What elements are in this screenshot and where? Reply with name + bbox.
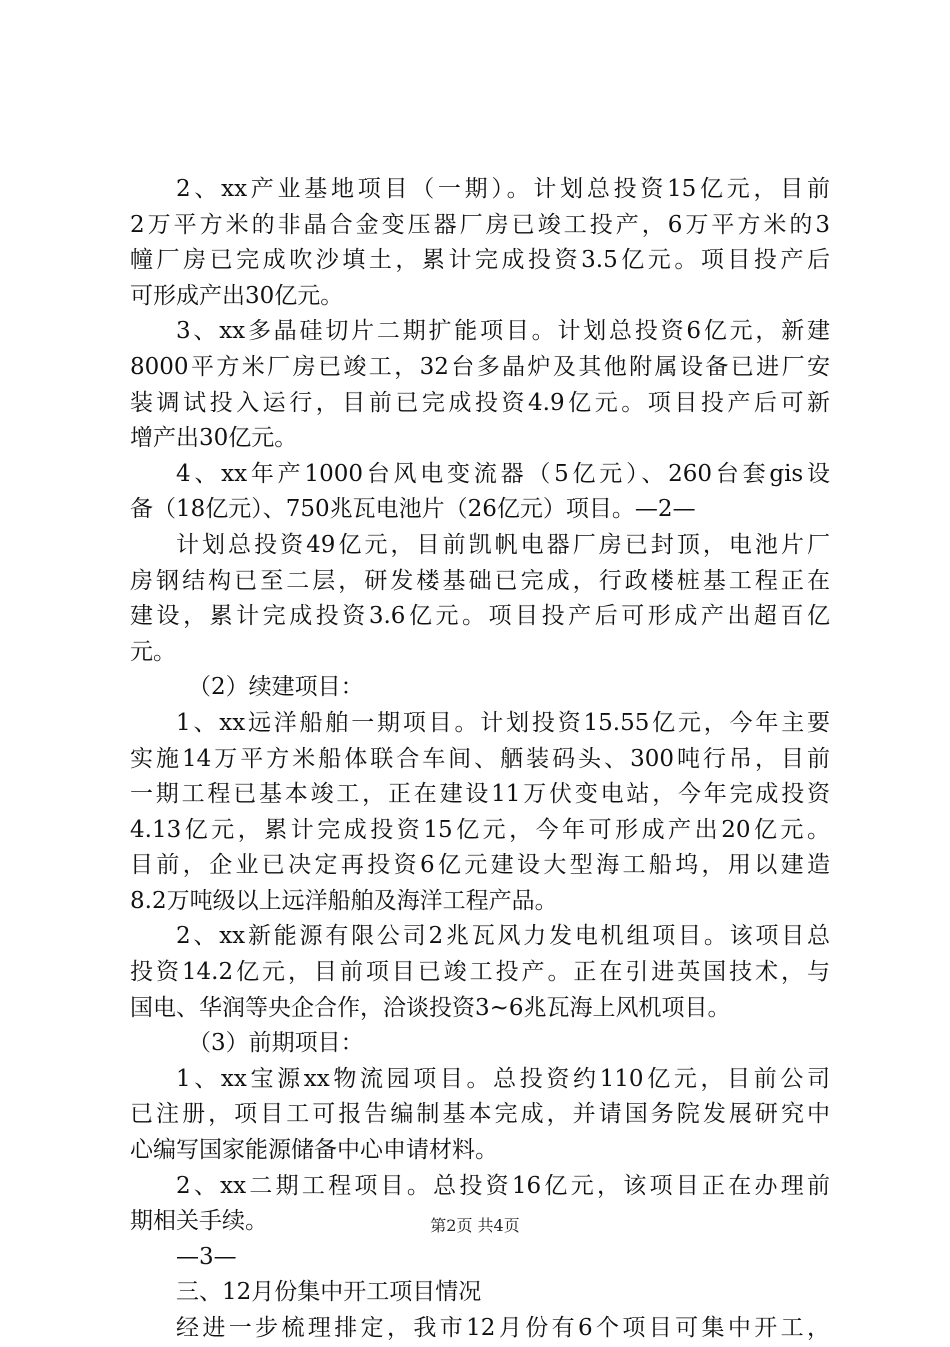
text-line: 2万平方米的非晶合金变压器厂房已竣工投产，6万平方米的3 xyxy=(130,211,830,238)
section-heading: （2）续建项目： xyxy=(188,674,364,701)
text-line: 计划总投资49亿元，目前凯帆电器厂房已封顶，电池片厂 xyxy=(176,531,830,558)
text-line: 国电、华润等央企合作，洽谈投资3~6兆瓦海上风机项目。 xyxy=(130,994,731,1021)
text-line: 投资14.2亿元，目前项目已竣工投产。正在引进英国技术，与 xyxy=(130,959,830,986)
text-line: 建设，累计完成投资3.6亿元。项目投产后可形成产出超百亿 xyxy=(130,603,830,630)
page-footer: 第2页 共4页 xyxy=(430,1216,520,1235)
document-body xyxy=(130,172,830,1347)
text-line: 3、xx多晶硅切片二期扩能项目。计划总投资6亿元，新建 xyxy=(176,318,830,345)
text-line: 房钢结构已至二层，研发楼基础已完成，行政楼桩基工程正在 xyxy=(130,567,830,594)
section-heading: 三、12月份集中开工项目情况 xyxy=(176,1279,482,1306)
text-line: 增产出30亿元。 xyxy=(130,425,298,452)
text-line: 4、xx年产1000台风电变流器（5亿元）、260台套gis设 xyxy=(176,460,830,487)
text-line: 经进一步梳理排定，我市12月份有6个项目可集中开工， xyxy=(176,1315,830,1341)
text-line: 备（18亿元）、750兆瓦电池片（26亿元）项目。—2— xyxy=(130,496,696,523)
text-line: 已注册，项目工可报告编制基本完成，并请国务院发展研究中 xyxy=(130,1101,830,1128)
text-line: 2、xx产业基地项目（一期）。计划总投资15亿元，目前 xyxy=(176,176,830,202)
text-line: 1、xx宝源xx物流园项目。总投资约110亿元，目前公司 xyxy=(176,1065,830,1092)
text-line: 2、xx二期工程项目。总投资16亿元，该项目正在办理前 xyxy=(176,1172,830,1199)
text-line: 4.13亿元，累计完成投资15亿元，今年可形成产出20亿元。 xyxy=(130,816,830,843)
text-line: 元。 xyxy=(130,638,176,665)
text-line: 1、xx远洋船舶一期项目。计划投资15.55亿元，今年主要 xyxy=(176,709,830,736)
text-line: 装调试投入运行，目前已完成投资4.9亿元。项目投产后可新 xyxy=(130,389,830,416)
section-heading: （3）前期项目： xyxy=(188,1030,364,1057)
text-line: 幢厂房已完成吹沙填土，累计完成投资3.5亿元。项目投产后 xyxy=(130,247,830,274)
page-marker: —3— xyxy=(176,1243,237,1270)
text-line: 8000平方米厂房已竣工，32台多晶炉及其他附属设备已进厂安 xyxy=(130,353,830,380)
text-line: 一期工程已基本竣工，正在建设11万伏变电站，今年完成投资 xyxy=(130,781,830,808)
text-line: 期相关手续。 xyxy=(130,1208,268,1235)
text-line: 实施14万平方米船体联合车间、舾装码头、300吨行吊，目前 xyxy=(130,745,830,772)
text-line: 心编写国家能源储备中心申请材料。 xyxy=(130,1137,498,1164)
text-line: 可形成产出30亿元。 xyxy=(130,282,344,309)
text-line: 目前，企业已决定再投资6亿元建设大型海工船坞，用以建造 xyxy=(130,852,830,879)
text-line: 8.2万吨级以上远洋船舶及海洋工程产品。 xyxy=(130,887,558,914)
text-line: 2、xx新能源有限公司2兆瓦风力发电机组项目。该项目总 xyxy=(176,923,830,950)
